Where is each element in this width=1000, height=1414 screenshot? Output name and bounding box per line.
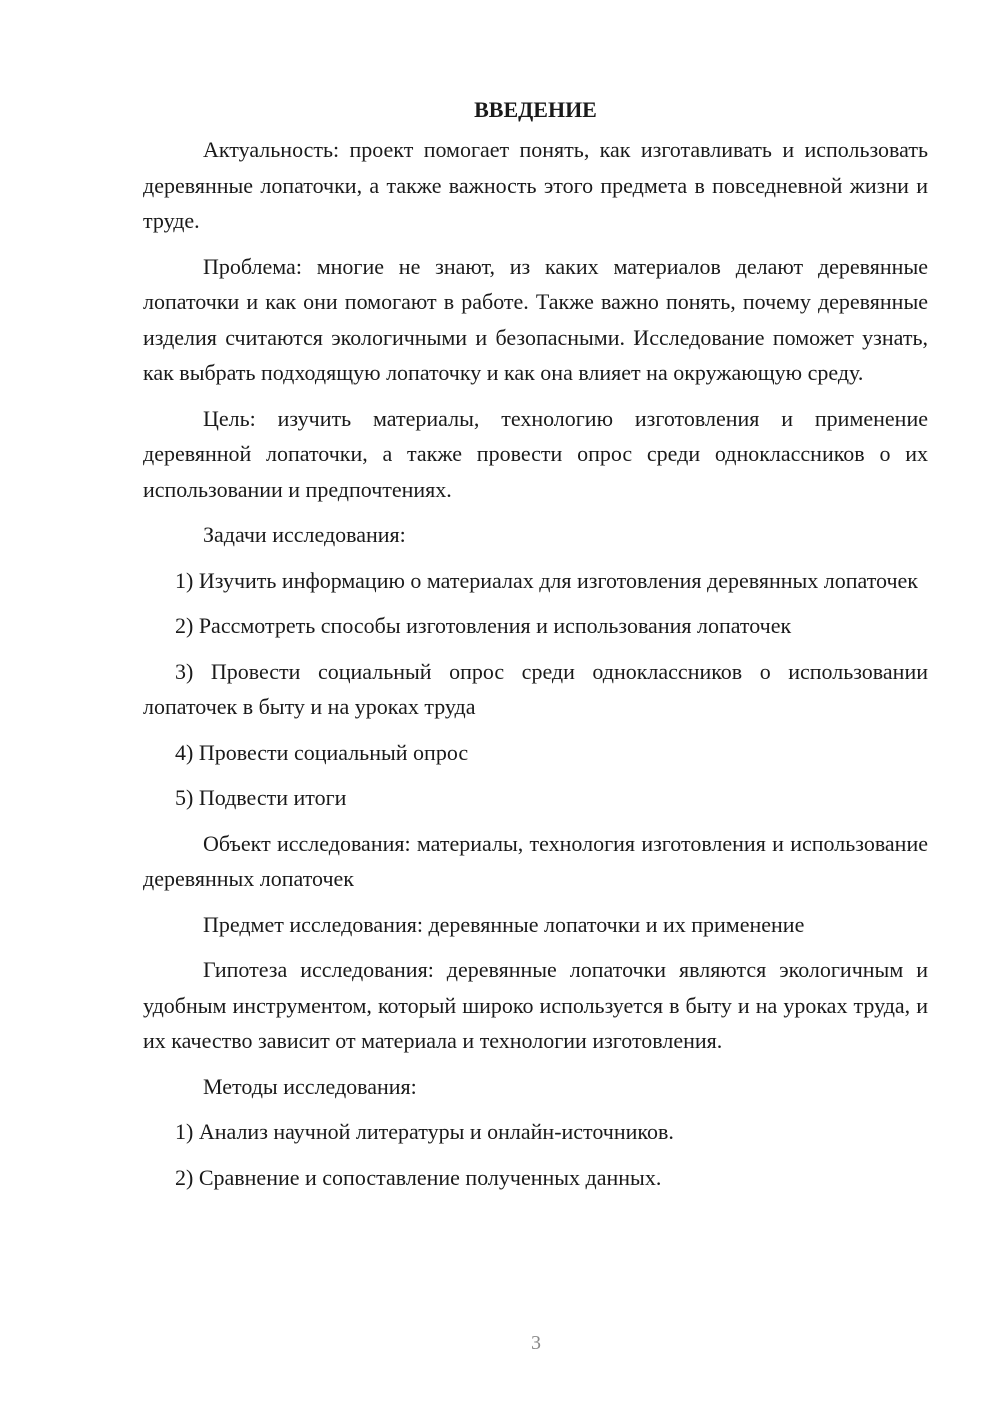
task-item-2: 2) Рассмотреть способы изготовления и использования лопаточек [175, 613, 792, 638]
task-item-4: 4) Провести социальный опрос [175, 739, 469, 765]
methods-heading: Методы исследования: [203, 1073, 417, 1099]
subject-paragraph: Предмет исследования: деревянные лопаточки и их применение [203, 911, 805, 937]
object-paragraph: Объект исследования: материалы, технология изготовления и использование деревянных лопаточек [143, 830, 928, 891]
problem-paragraph: Проблема: многие не знают, из каких материалов делают деревянные лопаточки и как они помогают в работе. Также важно понять, почему деревянные изделия считаются экологичными и безопасными. Исследование поможет узнать, как выбрать подходящую лопаточку и как она влияет на окружающую среду. [143, 253, 928, 385]
relevance-paragraph: Актуальность: проект помогает понять, как изготавливать и использовать деревянные лопаточки, а также важность этого предмета в повседневной жизни и труде. [143, 137, 928, 233]
hypothesis-paragraph: Гипотеза исследования: деревянные лопаточки являются экологичным и удобным инструментом, который широко используется в быту и на уроках труда, и их качество зависит от материала и технологии изготовления. [143, 957, 928, 1053]
tasks-heading: Задачи исследования: [203, 522, 406, 547]
page-title: ВВЕДЕНИЕ [474, 97, 597, 122]
method-item-1: 1) Анализ научной литературы и онлайн-источников. [175, 1119, 674, 1144]
page-number: 3 [531, 1332, 541, 1354]
goal-paragraph: Цель: изучить материалы, технологию изготовления и применение деревянной лопаточки, а также провести опрос среди одноклассников о их использовании и предпочтениях. [143, 405, 928, 502]
task-item-5: 5) Подвести итоги [175, 785, 347, 810]
task-item-3: 3) Провести социальный опрос среди одноклассников о использовании лопаточек в быту и на уроках труда [143, 658, 928, 719]
task-item-1: 1) Изучить информацию о материалах для изготовления деревянных лопаточек [175, 567, 918, 593]
document-page [143, 92, 928, 1205]
method-item-2: 2) Сравнение и сопоставление полученных данных. [175, 1164, 662, 1190]
